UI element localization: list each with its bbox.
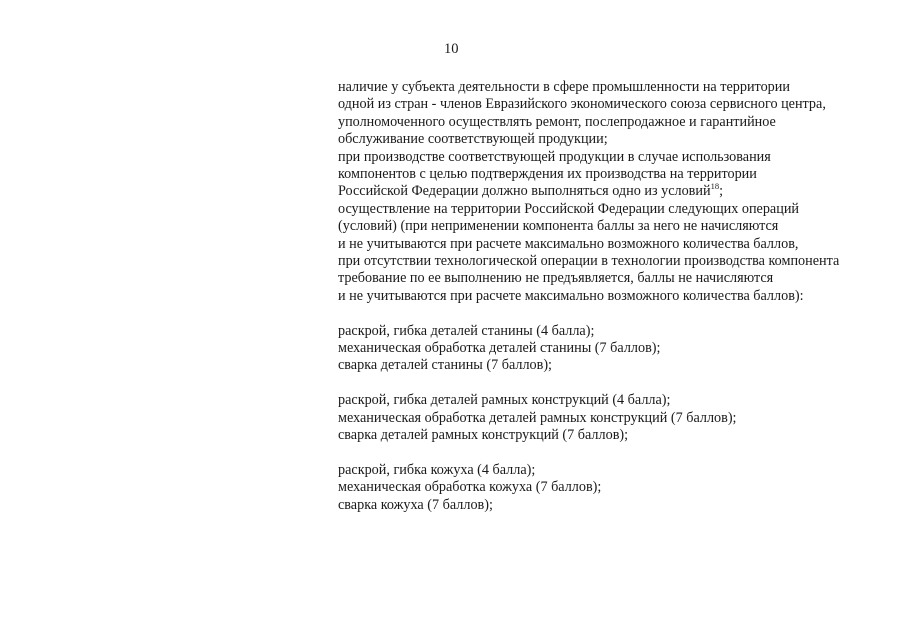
- text-line: осуществление на территории Российской Федерации следующих операций: [338, 200, 800, 217]
- list-item: сварка деталей станины (7 баллов);: [338, 357, 552, 374]
- list-item: механическая обработка кожуха (7 баллов);: [338, 479, 602, 496]
- blank-line: [338, 305, 898, 322]
- list-item: сварка деталей рамных конструкций (7 баллов);: [338, 427, 629, 444]
- page-number: 10: [444, 41, 459, 57]
- list-item: механическая обработка деталей рамных конструкций (7 баллов);: [338, 409, 737, 426]
- text-line: компонентов с целью подтверждения их производства на территории: [338, 166, 757, 183]
- text-line: наличие у субъекта деятельности в сфере промышленности на территории: [338, 79, 790, 95]
- text-line: [338, 183, 898, 200]
- text-line: уполномоченного осуществлять ремонт, послепродажное и гарантийное: [338, 113, 776, 130]
- list-item: раскрой, гибка деталей станины (4 балла);: [338, 322, 595, 339]
- paragraph-service-center: [338, 79, 898, 149]
- document-body: [338, 79, 898, 514]
- list-item: сварка кожуха (7 баллов);: [338, 496, 493, 513]
- text-line: (условий) (при неприменении компонента баллы за него не начисляются: [338, 218, 779, 235]
- text-line: и не учитываются при расчете максимально возможного количества баллов):: [338, 287, 804, 304]
- list-item: раскрой, гибка кожуха (4 балла);: [338, 461, 536, 478]
- paragraph-operations: [338, 201, 898, 305]
- text-line: одной из стран - членов Евразийского экономического союза сервисного центра,: [338, 96, 826, 113]
- text-line: при отсутствии технологической операции в технологии производства компонента: [338, 253, 840, 270]
- blank-line: [338, 375, 898, 392]
- operations-group-structures: [338, 392, 898, 444]
- operations-group-frame: [338, 323, 898, 375]
- text-span: Российской Федерации должно выполняться одно из условий: [338, 183, 711, 200]
- text-line: при производстве соответствующей продукции в случае использования: [338, 148, 771, 165]
- footnote-marker: 18: [710, 181, 720, 192]
- paragraph-components: [338, 149, 898, 201]
- text-line: и не учитываются при расчете максимально возможного количества баллов,: [338, 235, 799, 252]
- list-item: раскрой, гибка деталей рамных конструкций (4 балла);: [338, 392, 671, 409]
- text-line: требование по ее выполнению не предъявляется, баллы не начисляются: [338, 270, 774, 287]
- text-line: обслуживание соответствующей продукции;: [338, 131, 608, 148]
- text-span: ;: [719, 183, 724, 200]
- blank-line: [338, 445, 898, 462]
- operations-group-casing: [338, 462, 898, 514]
- list-item: механическая обработка деталей станины (7 баллов);: [338, 340, 661, 357]
